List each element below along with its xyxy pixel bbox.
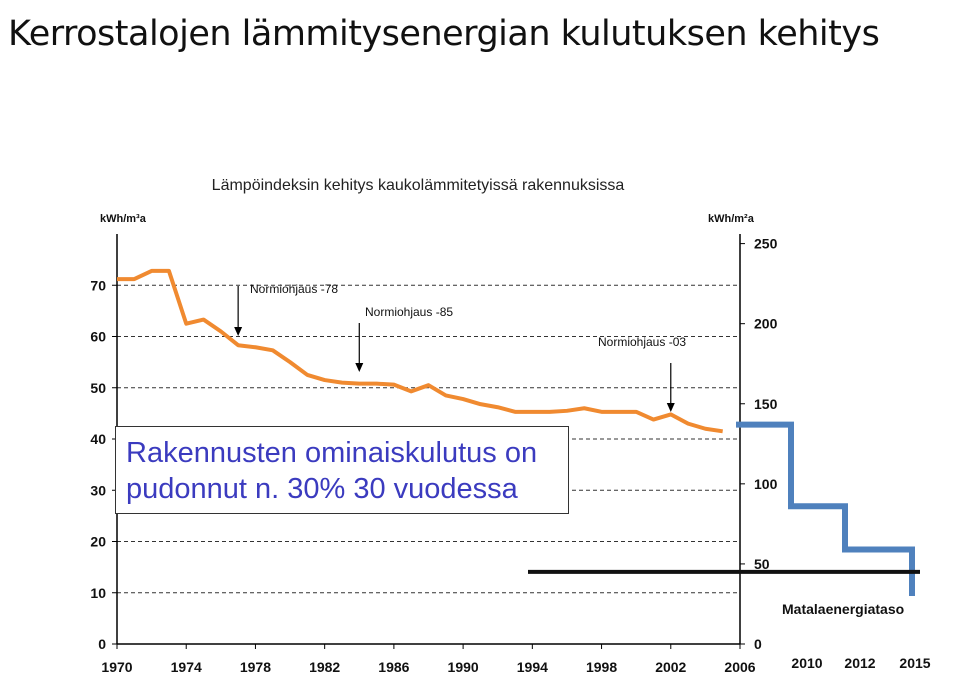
x-tick-label: 1974 <box>170 659 202 675</box>
annotation-label: Normiohjaus -03 <box>598 335 687 349</box>
right-axis-ticks <box>740 236 778 652</box>
annotation-label: Normiohjaus -78 <box>250 282 339 296</box>
x-tick-label: 1982 <box>309 659 341 675</box>
right-tick-label: 150 <box>754 395 778 412</box>
extra-year-label: 2015 <box>899 655 931 671</box>
right-tick-label: 250 <box>754 235 778 252</box>
left-tick-label: 40 <box>90 431 106 447</box>
extra-year-label: 2012 <box>844 655 876 671</box>
slide-title: Kerrostalojen lämmitysenergian kulutuksen kehitys <box>8 14 880 54</box>
x-tick-label: 2002 <box>655 659 687 675</box>
left-tick-label: 70 <box>90 277 106 294</box>
left-tick-label: 20 <box>90 533 106 550</box>
annotation-label: Normiohjaus -85 <box>365 305 454 319</box>
left-tick-label: 50 <box>90 379 106 396</box>
callout-box <box>115 426 569 514</box>
annotations <box>234 282 686 412</box>
left-tick-label: 30 <box>90 482 106 499</box>
x-tick-label: 1990 <box>447 659 479 675</box>
extra-year-labels <box>791 655 930 671</box>
right-tick-label: 0 <box>754 636 762 652</box>
right-tick-label: 200 <box>754 315 778 332</box>
left-tick-label: 60 <box>90 328 106 345</box>
chart-title: Lämpöindeksin kehitys kaukolämmitetyissä rakennuksissa <box>211 177 625 194</box>
x-tick-label: 1994 <box>516 659 548 675</box>
extra-year-label: 2010 <box>791 655 823 671</box>
right-tick-label: 50 <box>754 555 770 572</box>
annotation-arrow-head <box>355 363 363 372</box>
x-axis-ticks <box>101 644 755 675</box>
heat-index-line <box>117 271 723 431</box>
annotation-arrow-head <box>667 403 675 412</box>
left-axis-ticks <box>90 277 117 652</box>
left-tick-label: 0 <box>98 636 106 652</box>
x-tick-label: 2006 <box>724 659 756 675</box>
low-energy-label: Matalaenergiataso <box>782 601 905 617</box>
right-tick-label: 100 <box>754 475 778 492</box>
left-axis-unit: kWh/m³a <box>100 213 146 225</box>
x-tick-label: 1986 <box>378 659 410 675</box>
heat-index-series <box>117 271 723 431</box>
annotation-arrow-head <box>234 327 242 336</box>
x-tick-label: 1970 <box>101 659 133 675</box>
x-tick-label: 1978 <box>239 659 272 675</box>
left-tick-label: 10 <box>90 584 106 601</box>
right-axis-unit: kWh/m²a <box>708 213 754 225</box>
x-tick-label: 1998 <box>585 659 618 675</box>
callout-line-2: pudonnut n. 30% 30 vuodessa <box>126 473 518 505</box>
callout-line-1: Rakennusten ominaiskulutus on <box>126 437 538 469</box>
